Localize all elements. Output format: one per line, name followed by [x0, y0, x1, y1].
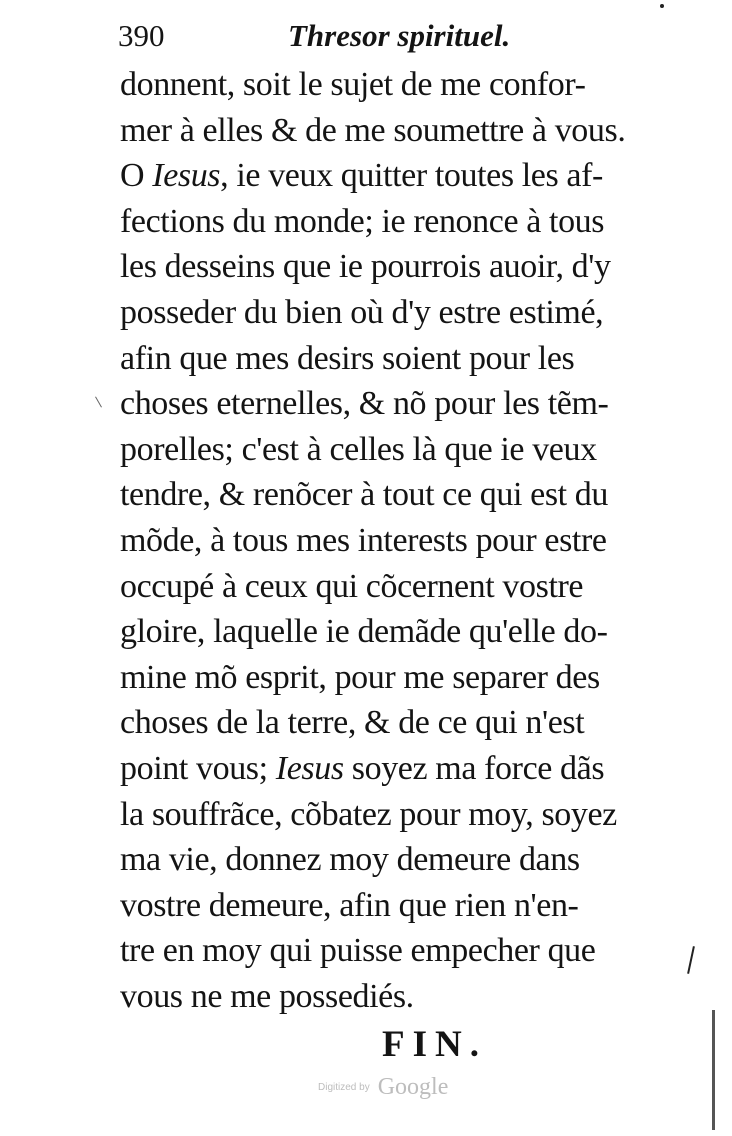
- text-line: choses eternelles, & nõ pour les tẽm-: [120, 385, 609, 423]
- text-line: tre en moy qui puisse empecher que: [120, 932, 596, 970]
- text-line: tendre, & renõcer à tout ce qui est du: [120, 476, 608, 514]
- ink-speck: [95, 397, 102, 408]
- digitization-watermark: [318, 1074, 478, 1110]
- page-header: [118, 16, 548, 56]
- page-number: 390: [118, 18, 165, 53]
- text-line: posseder du bien où d'y estre estimé,: [120, 293, 604, 331]
- text-line: mer à elles & de me soumettre à vous.: [120, 111, 626, 149]
- ink-speck: [660, 4, 664, 8]
- google-logo: Google: [377, 1074, 449, 1100]
- text-line: mõde, à tous mes interests pour estre: [120, 521, 607, 559]
- text-line: ma vie, donnez moy demeure dans: [120, 841, 580, 879]
- text-line: porelles; c'est à celles là que ie veux: [120, 430, 597, 468]
- margin-stroke: [687, 946, 695, 974]
- italic-name: Iesus: [275, 749, 344, 787]
- text-line: gloire, laquelle ie demãde qu'elle do-: [120, 613, 608, 651]
- closing-fin: FIN.: [382, 1024, 487, 1065]
- text-line: la souffrãce, cõbatez pour moy, soyez: [120, 795, 617, 833]
- body-text: [120, 62, 680, 1019]
- text-line: occupé à ceux qui cõcernent vostre: [120, 567, 584, 605]
- text-line: afin que mes desirs soient pour les: [120, 339, 575, 377]
- text-line: point vous; Iesus soyez ma force dãs: [120, 749, 605, 787]
- text-line: vostre demeure, afin que rien n'en-: [120, 886, 579, 924]
- text-line: vous ne me possediés.: [120, 977, 414, 1015]
- text-line: O Iesus, ie veux quitter toutes les af-: [120, 157, 603, 195]
- italic-name: Iesus: [152, 157, 221, 195]
- text-line: fections du monde; ie renonce à tous: [120, 202, 605, 240]
- text-line: choses de la terre, & de ce qui n'est: [120, 704, 585, 742]
- page-edge-shadow: [712, 1010, 715, 1130]
- text-line: donnent, soit le sujet de me confor-: [120, 66, 586, 103]
- running-title: Thresor spirituel.: [288, 18, 511, 53]
- text-line: mine mõ esprit, pour me separer des: [120, 658, 600, 696]
- text-line: les desseins que ie pourrois auoir, d'y: [120, 248, 611, 286]
- watermark-prefix: Digitized by: [318, 1082, 370, 1093]
